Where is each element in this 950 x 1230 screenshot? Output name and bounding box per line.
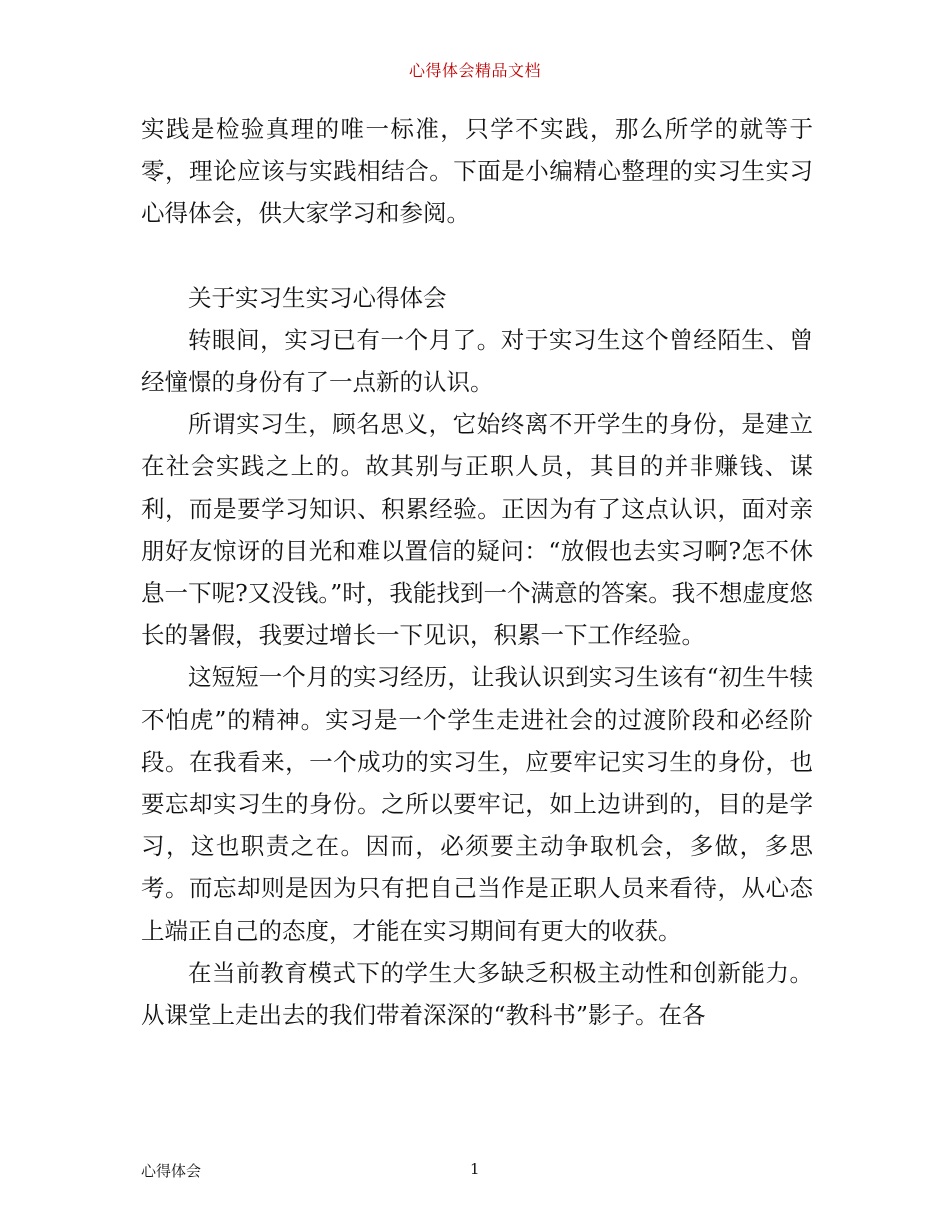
page-footer-label: 心得体会 bbox=[141, 1162, 202, 1180]
body-paragraph-2: 所谓实习生，顾名思义，它始终离不开学生的身份，是建立在社会实践之上的。故其别与正职人员，其目的并非赚钱、谋利，而是要学习知识、积累经验。正因为有了这点认识，面对亲朋好友惊讶的目光和难以置信的疑问：“放假也去实习啊?怎不休息一下呢?又没钱。”时，我能找到一个满意的答案。我不想虚度悠长的暑假，我要过增长一下见识，积累一下工作经验。 bbox=[141, 410, 813, 650]
document-body bbox=[141, 108, 813, 1036]
page-number: 1 bbox=[470, 1160, 480, 1178]
body-paragraph-4: 在当前教育模式下的学生大多缺乏积极主动性和创新能力。从课堂上走出去的我们带着深深的“教科书”影子。在各 bbox=[141, 958, 813, 1030]
intro-paragraph: 实践是检验真理的唯一标准，只学不实践，那么所学的就等于零，理论应该与实践相结合。下面是小编精心整理的实习生实习心得体会，供大家学习和参阅。 bbox=[141, 115, 813, 228]
body-paragraph-1: 转眼间，实习已有一个月了。对于实习生这个曾经陌生、曾经憧憬的身份有了一点新的认识。 bbox=[141, 325, 813, 397]
section-title: 关于实习生实习心得体会 bbox=[188, 283, 447, 312]
body-paragraph-3: 这短短一个月的实习经历，让我认识到实习生该有“初生牛犊不怕虎”的精神。实习是一个学生走进社会的过渡阶段和必经阶段。在我看来，一个成功的实习生，应要牢记实习生的身份，也要忘却实习生的身份。之所以要牢记，如上边讲到的，目的是学习，这也职责之在。因而，必须要主动争取机会，多做，多思考。而忘却则是因为只有把自己当作是正职人员来看待，从心态上端正自己的态度，才能在实习期间有更大的收获。 bbox=[141, 663, 813, 945]
paragraph-spacer bbox=[141, 235, 813, 277]
page-header-title: 心得体会精品文档 bbox=[408, 61, 541, 80]
